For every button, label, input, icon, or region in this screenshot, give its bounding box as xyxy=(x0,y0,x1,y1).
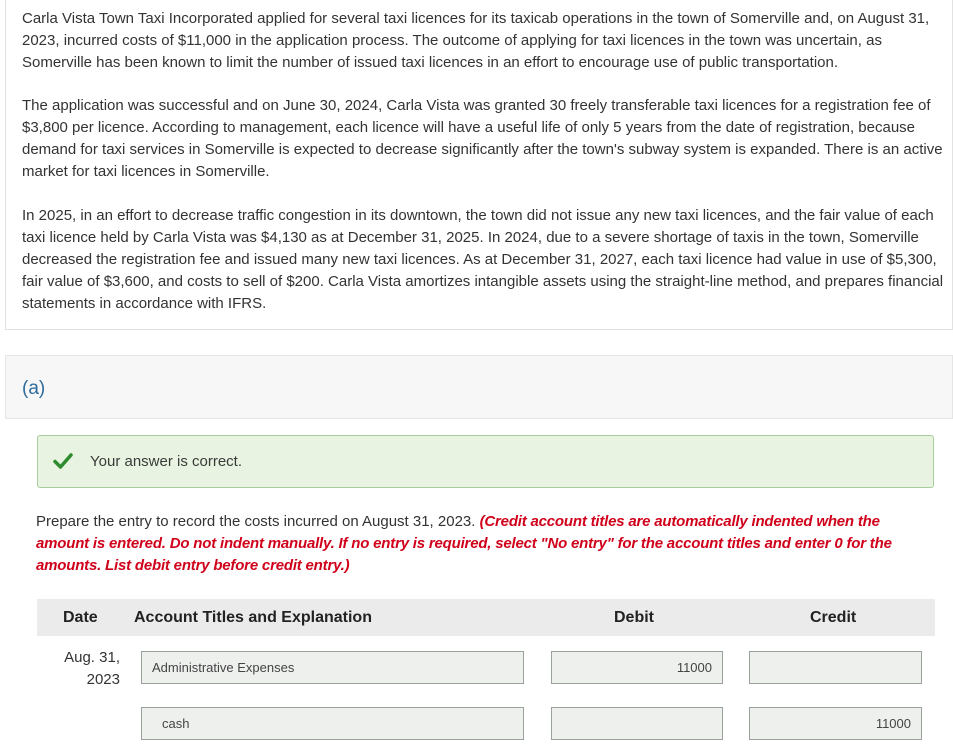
answer-result-banner xyxy=(37,435,934,488)
problem-statement xyxy=(5,0,953,330)
instructions-lead: Prepare the entry to record the costs incurred on August 31, 2023. xyxy=(36,513,480,530)
checkmark-icon xyxy=(53,452,73,470)
debit-field-row2[interactable] xyxy=(551,707,723,740)
problem-paragraph-2: The application was successful and on June 30, 2024, Carla Vista was granted 30 freely transferable taxi licences for a registration fee of $3,800 per licence. According to management, each licence will have a useful life of only 5 years from the date of registration, because demand for taxi services in Somerville is expected to decrease significantly after the town's subway system is expanded. There is an active market for taxi licences in Somerville. xyxy=(22,97,943,180)
header-date: Date xyxy=(63,609,98,626)
instructions xyxy=(36,511,936,577)
entry-date-line1: Aug. 31, xyxy=(64,649,120,666)
account-title-field-row1[interactable]: Administrative Expenses xyxy=(141,651,524,684)
part-label: (a) xyxy=(22,378,46,399)
credit-field-row1[interactable] xyxy=(749,651,922,684)
problem-paragraph-3: In 2025, in an effort to decrease traffic congestion in its downtown, the town did not issue any new taxi licences, and the fair value of each taxi licence held by Carla Vista was $4,130 as at December 31, 2025. In 2024, due to a severe shortage of taxis in the town, Somerville decreased the registration fee and issued many new taxi licences. As at December 31, 2027, each taxi licence had value in use of $5,300, fair value of $3,600, and costs to sell of $200. Carla Vista amortizes intangible assets using the straight-line method, and prepares financial statements in accordance with IFRS. xyxy=(22,207,944,312)
problem-paragraph-1: Carla Vista Town Taxi Incorporated applied for several taxi licences for its taxicab operations in the town of Somerville and, on August 31, 2023, incurred costs of $11,000 in the application process. The outcome of applying for taxi licences in the town was uncertain, as Somerville has been known to limit the number of issued taxi licences in an effort to encourage use of public transportation. xyxy=(22,10,930,71)
header-account: Account Titles and Explanation xyxy=(134,609,372,626)
part-header[interactable] xyxy=(5,355,953,419)
credit-field-row2[interactable]: 11000 xyxy=(749,707,922,740)
header-debit: Debit xyxy=(614,609,654,626)
entry-date xyxy=(50,647,120,691)
result-text: Your answer is correct. xyxy=(90,453,243,470)
account-title-field-row2[interactable]: cash xyxy=(141,707,524,740)
header-credit: Credit xyxy=(810,609,857,626)
entry-date-line2: 2023 xyxy=(86,671,120,688)
debit-field-row1[interactable]: 11000 xyxy=(551,651,723,684)
journal-table-header xyxy=(37,599,935,636)
instructions-note: (Credit account titles are automatically indented when the amount is entered. Do not indent manually. If no entry is required, select "No entry" for the account titles and enter 0 for the amounts. List debit entry before credit entry.) xyxy=(36,513,892,574)
